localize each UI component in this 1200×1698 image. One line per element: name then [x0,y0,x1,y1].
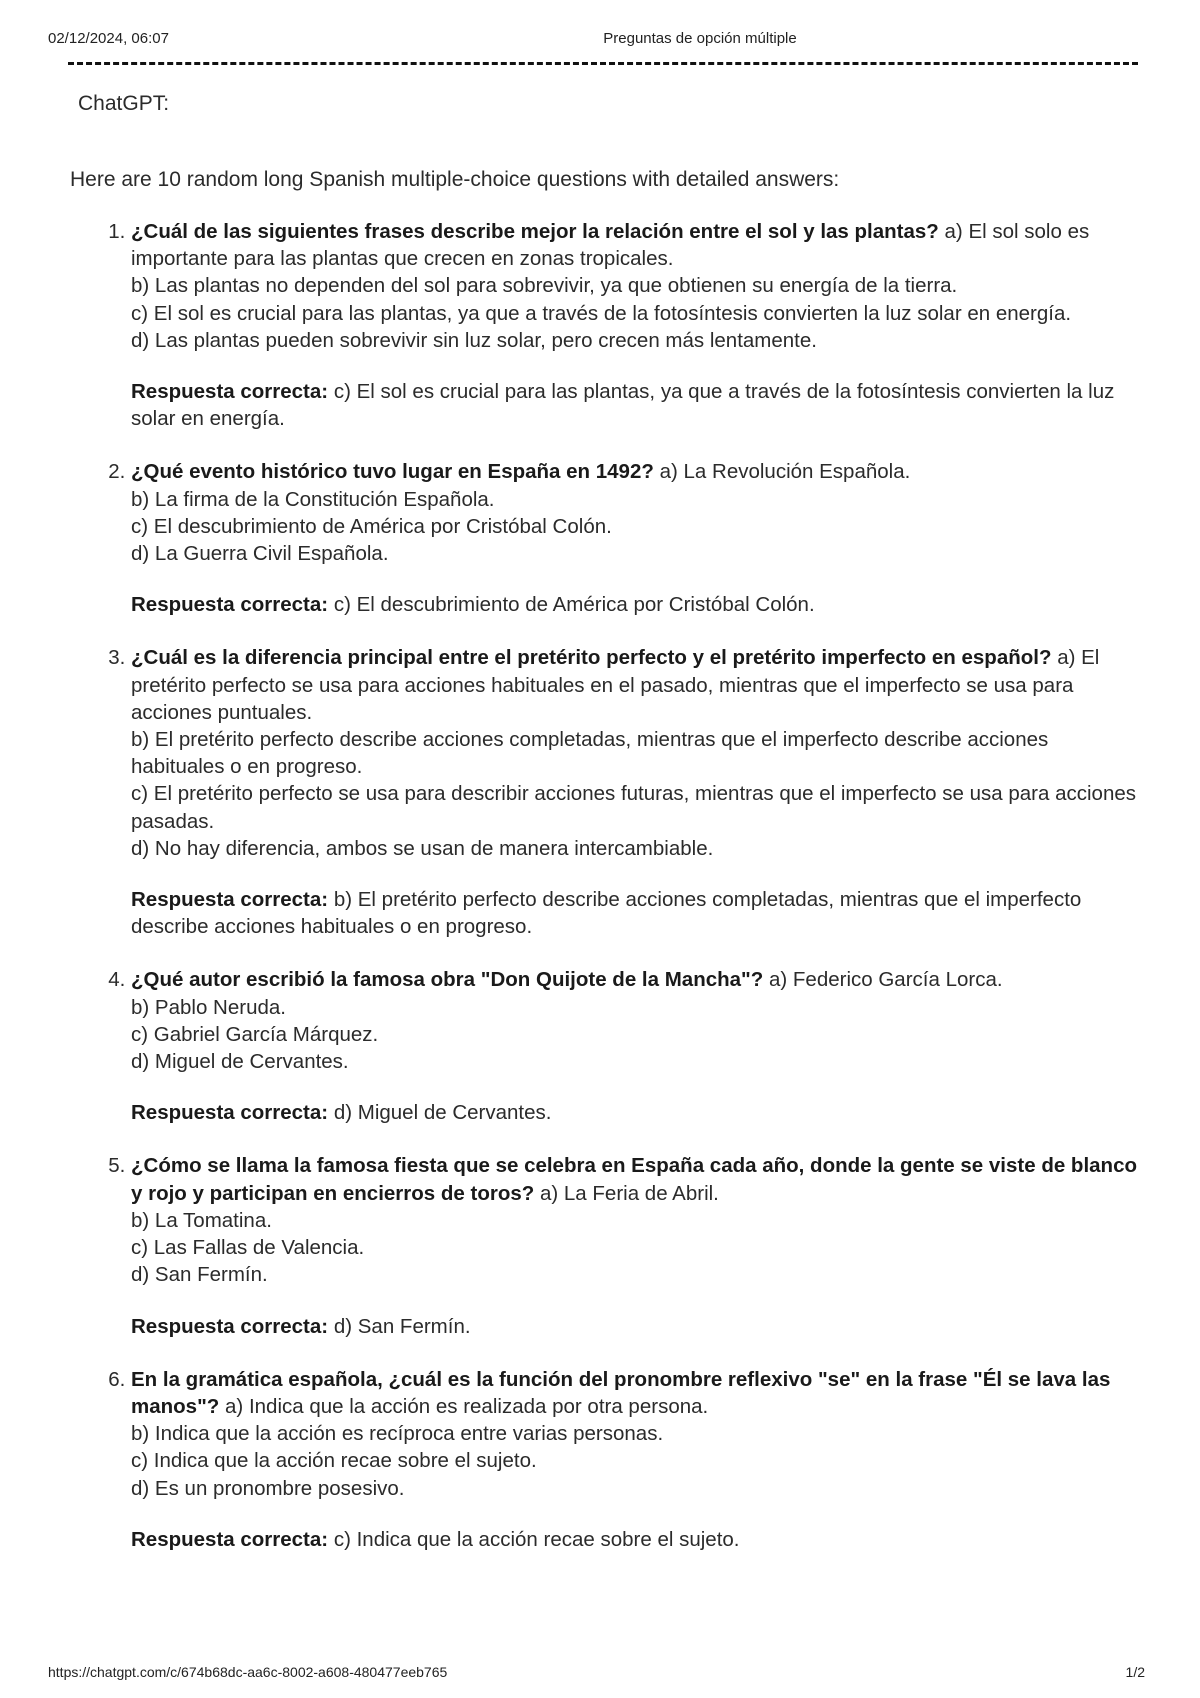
print-header-title: Preguntas de opción múltiple [603,30,797,47]
question-item [131,644,1141,940]
answer-label: Respuesta correcta: [131,593,329,617]
question-text: ¿Cuál de las siguientes frases describe mejor la relación entre el sol y las plantas? [131,220,939,243]
option-b: b) Indica que la acción es recíproca entre varias personas. [131,1422,664,1446]
question-item [131,966,1141,1126]
option-b: b) La firma de la Constitución Española. [131,487,495,511]
answer-label: Respuesta correcta: [131,888,329,912]
option-d: d) La Guerra Civil Española. [131,542,389,566]
question-text: ¿Qué evento histórico tuvo lugar en España en 1492? [131,460,654,484]
footer-url-link[interactable]: https://chatgpt.com/c/674b68dc-aa6c-8002-a608-480477eeb765 [48,1664,448,1680]
option-c: c) Gabriel García Márquez. [131,1022,379,1046]
answer-block [131,1099,1141,1126]
option-a: a) El pretérito perfecto se usa para acciones habituales en el pasado, mientras que el imperfecto se usa para acciones puntuales. [131,646,1100,724]
answer-block [131,886,1141,940]
question-item [131,1152,1141,1339]
answer-label: Respuesta correcta: [131,1101,329,1125]
question-text: ¿Qué autor escribió la famosa obra "Don Quijote de la Mancha"? [131,968,764,992]
answer-label: Respuesta correcta: [131,1314,329,1338]
intro-text: Here are 10 random long Spanish multiple-choice questions with detailed answers: [70,168,840,191]
answer-text: b) El pretérito perfecto describe acciones completadas, mientras que el imperfecto describe acciones habituales o en progreso. [131,888,1082,939]
print-header-date: 02/12/2024, 06:07 [48,30,169,47]
answer-label: Respuesta correcta: [131,1527,329,1551]
answer-label: Respuesta correcta: [131,380,329,404]
option-d: d) San Fermín. [131,1263,268,1287]
answer-block [131,591,1141,618]
option-d: d) No hay diferencia, ambos se usan de manera intercambiable. [131,836,714,860]
answer-text: d) Miguel de Cervantes. [333,1101,552,1125]
option-a: a) La Feria de Abril. [539,1181,719,1205]
answer-block [131,1526,1141,1553]
question-text: ¿Cómo se llama la famosa fiesta que se celebra en España cada año, donde la gente se viste de blanco y rojo y participan en encierros de toros? [131,1154,1138,1205]
question-item [131,218,1141,432]
question-item [131,458,1141,618]
answer-block [131,1313,1141,1340]
question-item [131,1366,1141,1553]
option-c: c) El sol es crucial para las plantas, ya que a través de la fotosíntesis convierten la luz solar en energía. [131,301,1072,325]
question-text: ¿Cuál es la diferencia principal entre el pretérito perfecto y el pretérito imperfecto en español? [131,646,1052,670]
answer-text: c) El descubrimiento de América por Cristóbal Colón. [333,593,815,617]
question-list [131,218,1141,1579]
option-d: d) Es un pronombre posesivo. [131,1476,405,1500]
dashed-separator [68,62,1138,65]
answer-text: c) El sol es crucial para las plantas, ya que a través de la fotosíntesis convierten la luz solar en energía. [131,380,1115,431]
option-c: c) Las Fallas de Valencia. [131,1236,365,1260]
option-b: b) Pablo Neruda. [131,995,286,1019]
speaker-label: ChatGPT: [78,92,170,115]
option-d: d) Miguel de Cervantes. [131,1050,349,1074]
footer-page-number: 1/2 [1125,1664,1145,1680]
answer-text: d) San Fermín. [333,1314,471,1338]
option-c: c) Indica que la acción recae sobre el sujeto. [131,1449,537,1473]
option-a: a) Federico García Lorca. [768,968,1003,992]
option-a: a) El sol solo es importante para las plantas que crecen en zonas tropicales. [131,220,1090,271]
option-d: d) Las plantas pueden sobrevivir sin luz solar, pero crecen más lentamente. [131,328,817,352]
option-c: c) El pretérito perfecto se usa para describir acciones futuras, mientras que el imperfecto se usa para acciones pasadas. [131,782,1136,833]
option-b: b) La Tomatina. [131,1208,272,1232]
answer-block [131,378,1141,432]
option-b: b) Las plantas no dependen del sol para sobrevivir, ya que obtienen su energía de la tierra. [131,274,958,298]
answer-text: c) Indica que la acción recae sobre el sujeto. [333,1527,740,1551]
option-b: b) El pretérito perfecto describe acciones completadas, mientras que el imperfecto describe acciones habituales o en progreso. [131,728,1049,779]
option-c: c) El descubrimiento de América por Cristóbal Colón. [131,514,612,538]
option-a: a) Indica que la acción es realizada por otra persona. [225,1394,709,1418]
question-text: En la gramática española, ¿cuál es la función del pronombre reflexivo "se" en la frase "Él se lava las manos"? [131,1367,1111,1418]
option-a: a) La Revolución Española. [659,460,911,484]
